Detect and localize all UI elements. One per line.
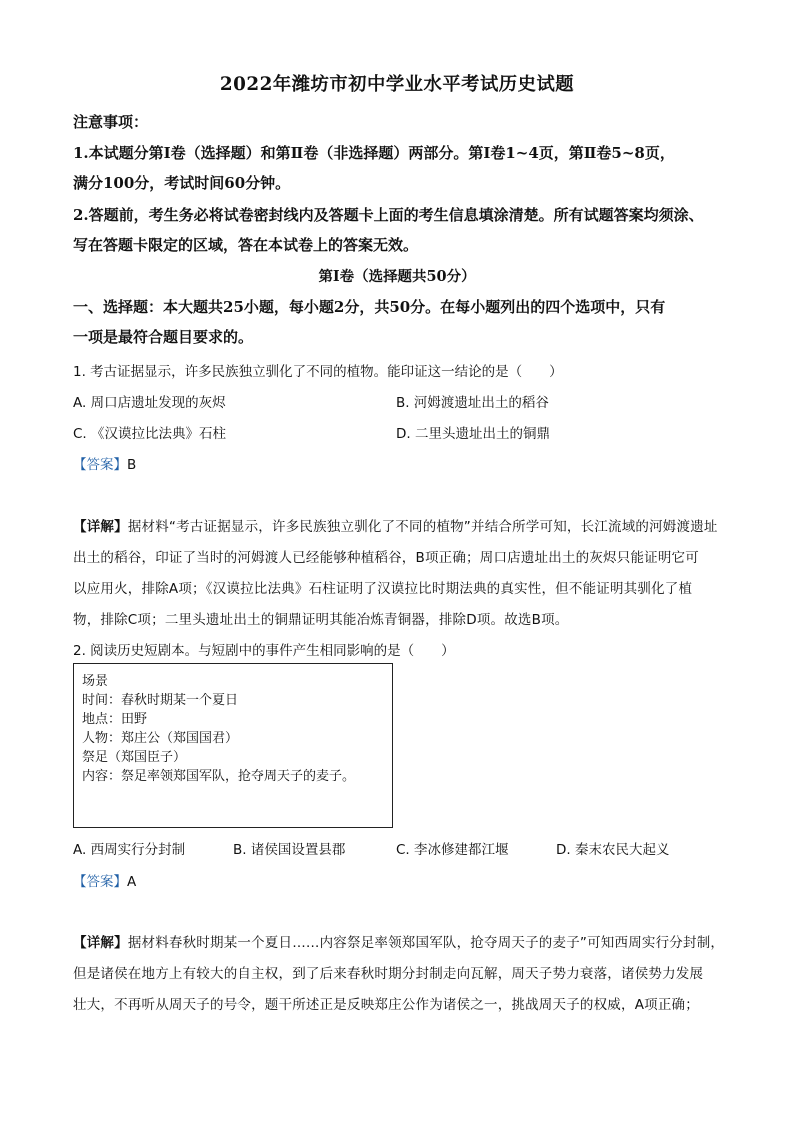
q1-answer <box>73 453 136 473</box>
q1-option-a: A. 周口店遗址发现的灰烬 <box>73 395 226 411</box>
q1-option-b: B. 河姆渡遗址出土的稻谷 <box>396 395 549 411</box>
q2-detail-line1 <box>73 931 724 951</box>
q1-detail-line3: 以应用火，排除A项；《汉谟拉比法典》石柱证明了汉谟拉比时期法典的真实性，但不能证明其驯化了植 <box>73 581 693 597</box>
q1-answer-value: B <box>127 457 137 473</box>
q1-option-c: C. 《汉谟拉比法典》石柱 <box>73 426 227 442</box>
q2-scene-content: 内容：祭足率领郑国军队，抢夺周天子的麦子。 <box>82 769 356 784</box>
q2-option-d: D. 秦末农民大起义 <box>556 842 670 858</box>
q2-detail-line3: 壮大，不再听从周天子的号令，题干所述正是反映郑庄公作为诸侯之一，挑战周天子的权威，A项正确； <box>73 997 699 1013</box>
q2-option-b: B. 诸侯国设置县郡 <box>233 842 346 858</box>
notice-heading: 注意事项： <box>73 113 149 131</box>
part1-title: 第Ⅰ卷（选择题共50分） <box>318 268 476 285</box>
part1-intro-line1: 一、选择题：本大题共25小题，每小题2分，共50分。在每小题列出的四个选项中，只有 <box>73 298 666 316</box>
part1-intro-line2: 一项是最符合题目要求的。 <box>73 328 254 346</box>
page-title: 2022年潍坊市初中学业水平考试历史试题 <box>219 74 575 95</box>
q2-answer-tag: 【答案】 <box>73 874 127 890</box>
q2-answer <box>73 870 136 890</box>
q1-detail-tag: 【详解】 <box>73 519 128 535</box>
q2-option-c: C. 李冰修建都江堰 <box>396 842 509 858</box>
q2-stem: 2. 阅读历史短剧本。与短剧中的事件产生相同影响的是（ ） <box>73 643 455 659</box>
q1-detail-line2: 出土的稻谷，印证了当时的河姆渡人已经能够种植稻谷，B项正确；周口店遗址出土的灰烬只能证明它可 <box>73 550 699 566</box>
q2-scene-person1: 人物：郑庄公（郑国国君） <box>82 731 239 746</box>
q2-scene-box <box>73 663 393 828</box>
notice-item1-line2: 满分100分，考试时间60分钟。 <box>73 174 291 192</box>
q1-detail-text1: 据材料“考古证据显示，许多民族独立驯化了不同的植物”并结合所学可知，长江流域的河姆渡遗址 <box>127 519 718 535</box>
q1-option-d: D. 二里头遗址出土的铜鼎 <box>396 426 550 442</box>
q1-detail-line4: 物，排除C项；二里头遗址出土的铜鼎证明其能冶炼青铜器，排除D项。故选B项。 <box>73 612 569 628</box>
q2-detail-tag: 【详解】 <box>73 935 128 951</box>
q2-detail-text1: 据材料春秋时期某一个夏日……内容祭足率领郑国军队，抢夺周天子的麦子”可知西周实行分封制， <box>127 935 725 951</box>
q1-detail-line1 <box>73 515 718 535</box>
q2-option-a: A. 西周实行分封制 <box>73 842 186 858</box>
q2-scene-person2: 祭足（郑国臣子） <box>82 750 187 765</box>
q2-detail-line2: 但是诸侯在地方上有较大的自主权，到了后来春秋时期分封制走向瓦解，周天子势力衰落，诸侯势力发展 <box>73 966 704 982</box>
q1-stem: 1. 考古证据显示，许多民族独立驯化了不同的植物。能印证这一结论的是（ ） <box>73 364 563 380</box>
q2-scene-place: 地点：田野 <box>82 712 148 727</box>
notice-item2-line1: 2.答题前，考生务必将试卷密封线内及答题卡上面的考生信息填涂清楚。所有试题答案均须涂、 <box>73 206 704 224</box>
q2-scene-heading: 场景 <box>82 674 109 689</box>
q2-scene-time: 时间：春秋时期某一个夏日 <box>82 693 239 708</box>
notice-item1-line1: 1.本试题分第Ⅰ卷（选择题）和第Ⅱ卷（非选择题）两部分。第Ⅰ卷1~4页，第Ⅱ卷5~8页， <box>73 144 675 162</box>
notice-item2-line2: 写在答题卡限定的区域，答在本试卷上的答案无效。 <box>73 236 419 254</box>
q2-answer-value: A <box>127 874 137 890</box>
q1-answer-tag: 【答案】 <box>73 457 127 473</box>
